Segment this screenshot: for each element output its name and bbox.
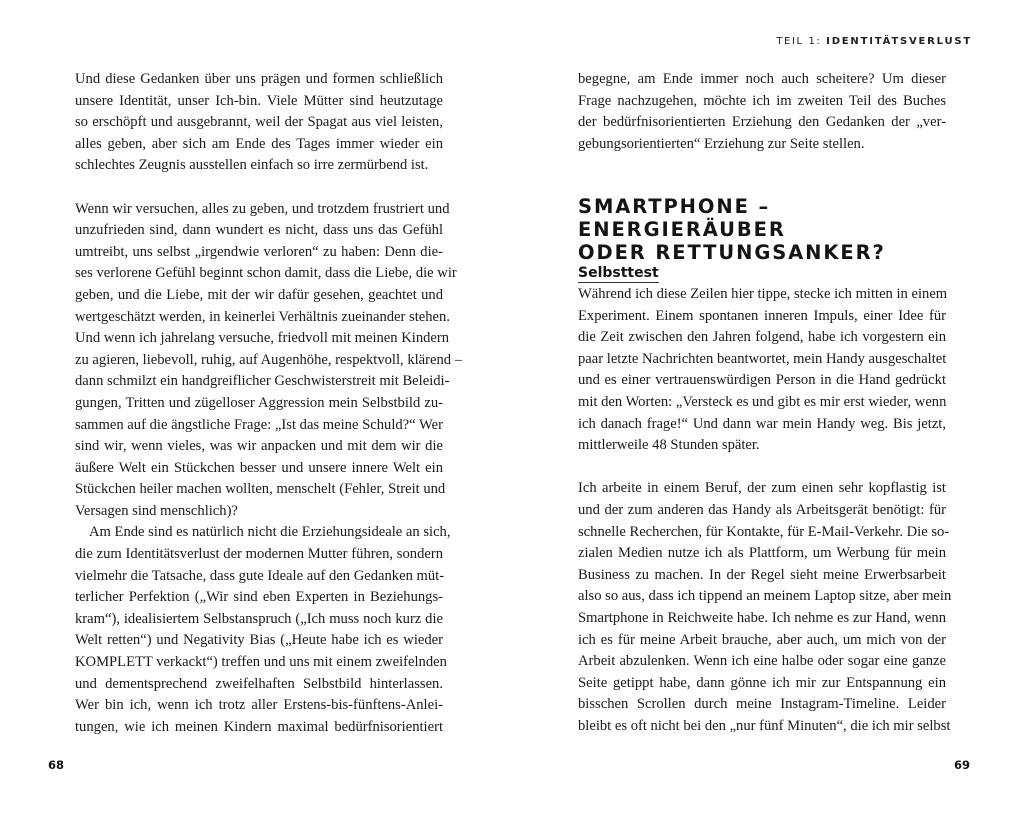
running-head-title: IDENTITÄTSVERLUST	[826, 36, 972, 47]
text-line: Während ich diese Zeilen hier tippe, stecke ich mitten in einem	[578, 286, 948, 302]
text-line: so erschöpft und ausgebrannt, weil der Spagat aus viel leisten,	[75, 114, 443, 131]
text-line: unsere Identität, unser Ich-bin. Viele Mütter sind heutzutage	[75, 92, 443, 109]
text-line: begegne, am Ende immer noch auch scheitere? Um dieser	[578, 71, 946, 87]
text-line: tungen, wie ich meinen Kindern maximal bedürfnisorientiert	[75, 718, 443, 735]
text-line: schlechtes Zeugnis ausstellen einfach so irre zermürbend ist.	[75, 157, 429, 174]
text-line: bleibt es oft nicht bei den „nur fünf Minuten“, die ich mir selbst	[578, 717, 951, 734]
text-line: alles geben, aber sich am Ende des Tages immer wieder ein	[75, 135, 443, 152]
paragraph	[75, 522, 451, 738]
paragraph-gap	[578, 457, 946, 479]
right-page	[510, 0, 1020, 813]
text-line: Und diese Gedanken über uns prägen und formen schließlich	[75, 71, 443, 87]
running-head	[776, 36, 972, 47]
text-line: vielmehr die Tatsache, dass gute Ideale auf den Gedanken müt-	[75, 567, 445, 584]
text-line: ich es für meine Arbeit brauche, aber auch, um mich von der	[578, 631, 946, 648]
text-line: paar letzte Nachrichten beantwortet, mein Handy ausgeschaltet	[578, 350, 947, 367]
right-page-body-section	[578, 284, 952, 737]
text-line: Seite getippt habe, dann gönne ich mir zur Entspannung ein	[578, 674, 946, 691]
text-line: zialen Medien nutze ich als Plattform, um Werbung für mein	[578, 545, 946, 562]
paragraph	[75, 69, 443, 177]
subheading: Selbsttest	[578, 265, 659, 281]
text-line: und dementsprechend zweifelhaften Selbstbild hinterlassen.	[75, 675, 443, 692]
text-line: Business zu machen. In der Regel sieht meine Erwerbsarbeit	[578, 566, 946, 583]
section-heading-line: SMARTPHONE – ENERGIERÄUBER	[578, 195, 786, 241]
text-line: zu agieren, liebevoll, ruhig, auf Augenhöhe, respektvoll, klärend –	[75, 351, 463, 368]
text-line: Ich arbeite in einem Beruf, der zum einen sehr kopflastig ist	[578, 480, 946, 497]
text-line: Und wenn ich jahrelang versuche, friedvoll mit meinen Kindern	[75, 330, 450, 347]
text-line: Experiment. Einem spontanen inneren Impuls, einer Idee für	[578, 307, 946, 324]
page-number: 69	[953, 758, 970, 772]
text-line: schnelle Recherchen, für Kontakte, für E-Mail-Verkehr. Die so-	[578, 523, 950, 540]
text-line: unzufrieden sind, dann wundert es nicht, dass uns das Gefühl	[75, 222, 443, 239]
section-heading	[578, 195, 946, 264]
text-line: KOMPLETT verkackt“) treffen und uns mit einem zweifelnden	[75, 654, 447, 671]
text-line: ich danach frage!“ Und dann war mein Handy weg. Bis jetzt,	[578, 415, 946, 432]
page-number: 68	[48, 758, 65, 772]
text-line: gebungsorientierten“ Erziehung zur Seite stellen.	[578, 135, 865, 152]
paragraph	[578, 284, 946, 457]
text-line: wertgeschätzt werden, in keinerlei Verhältnis zueinander stehen.	[75, 308, 450, 325]
paragraph-gap	[75, 177, 443, 199]
text-line: die zum Identitätsverlust der modernen Mutter führen, sondern	[75, 546, 443, 563]
paragraph	[578, 69, 946, 155]
text-line: sammen auf die ängstliche Frage: „Ist das meine Schuld?“ Wer	[75, 416, 443, 433]
text-line: dann schmilzt ein handgreiflicher Geschwisterstreit mit Beleidi-	[75, 373, 450, 390]
text-line: ses verlorene Gefühl beginnt schon damit, dass die Liebe, die wir	[75, 265, 457, 282]
text-line: terlicher Perfektion („Wir sind eben Experten in Beziehungs-	[75, 589, 443, 606]
text-line: Smartphone in Reichweite habe. Ich nehme es zur Hand, wenn	[578, 609, 946, 626]
text-line: und der zum anderen das Handy als Arbeitsgerät benötigt: für	[578, 501, 946, 518]
paragraph	[578, 478, 952, 737]
text-line: umtreibt, uns selbst „irgendwie verloren“ zu haben: Denn die-	[75, 243, 443, 260]
text-line: Wenn wir versuchen, alles zu geben, und trotzdem frustriert und	[75, 200, 450, 217]
running-head-part: TEIL 1:	[776, 36, 827, 47]
text-line: Am Ende sind es natürlich nicht die Erziehungsideale an sich,	[89, 524, 451, 541]
text-line: die Zeit zwischen den Jahren folgend, habe ich vorgestern ein	[578, 329, 946, 346]
right-page-body-top	[578, 69, 946, 155]
text-line: kram“), idealisiertem Selbstanspruch („Ich muss noch kurz die	[75, 610, 443, 627]
text-line: sind wir, wenn vieles, was wir anpacken und mit dem wir die	[75, 438, 443, 455]
text-line: also so aus, dass ich tippend an meinem Laptop sitze, aber mein	[578, 588, 952, 605]
text-line: Welt retten“) und Negativity Bias („Heute habe ich es wieder	[75, 632, 443, 649]
text-line: gungen, Tritten und zügelloser Aggression mein Selbstbild zu-	[75, 394, 443, 411]
section-heading-block	[578, 195, 946, 264]
text-line: mittlerweile 48 Stunden später.	[578, 437, 760, 454]
paragraph	[75, 199, 463, 523]
section-heading-line: ODER RETTUNGSANKER?	[578, 241, 886, 264]
subheading-block	[578, 263, 946, 285]
text-line: Frage nachzugehen, möchte ich im zweiten Teil des Buches	[578, 92, 946, 109]
text-line: Wer bin ich, wenn ich trotz aller Erstens-bis-fünftens-Anlei-	[75, 697, 443, 714]
text-line: mit den Worten: „Versteck es und gibt es mir erst wieder, wenn	[578, 393, 947, 410]
text-line: geben, und die Liebe, mit der wir dafür gesehen, geachtet und	[75, 286, 443, 303]
text-line: äußere Welt ein Stückchen besser und unsere innere Welt ein	[75, 459, 443, 476]
left-page-body	[75, 69, 463, 738]
text-line: bisschen Scrollen durch meine Instagram-Timeline. Leider	[578, 696, 946, 713]
text-line: Arbeit abzulenken. Wenn ich eine halbe oder sogar eine ganze	[578, 653, 946, 670]
text-line: Stückchen heiler machen wollten, menschelt (Fehler, Streit und	[75, 481, 446, 498]
text-line: und es einer vertrauenswürdigen Person in die Hand gedrückt	[578, 372, 946, 389]
text-line: der bedürfnisorientierten Erziehung den Gedanken der „ver-	[578, 114, 946, 131]
text-line: Versagen sind menschlich)?	[75, 502, 238, 519]
